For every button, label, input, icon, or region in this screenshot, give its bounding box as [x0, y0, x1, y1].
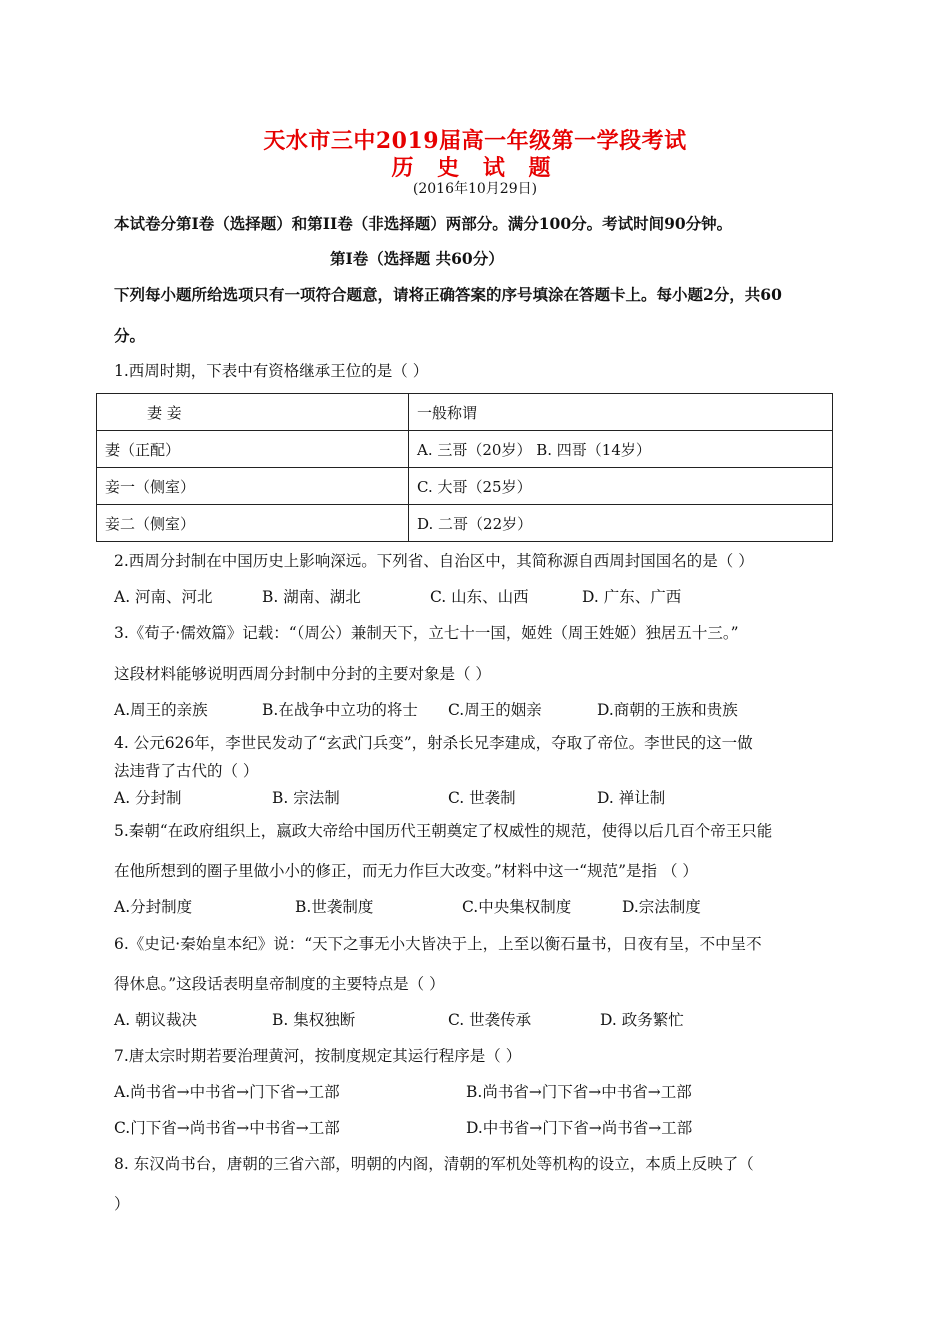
section-title: 第Ⅰ卷（选择题 共60分） [330, 249, 504, 268]
question-7-option-d: D.中书省→门下省→尚书省→工部 [466, 1119, 693, 1137]
table-row [97, 505, 833, 542]
table-cell: 妾一（侧室） [97, 468, 409, 505]
question-3-line-2: 这段材料能够说明西周分封制中分封的主要对象是（ ） [114, 665, 491, 683]
question-4-option-c: C. 世袭制 [448, 789, 516, 807]
question-1-stem: 1.西周时期，下表中有资格继承王位的是（ ） [114, 362, 429, 380]
question-2-option-d: D. 广东、广西 [582, 588, 682, 606]
question-3-line-1: 3.《荀子·儒效篇》记载：“（周公）兼制天下，立七十一国，姬姓（周王姓姬）独居五十三。” [114, 624, 739, 642]
question-3-option-b: B.在战争中立功的将士 [262, 701, 418, 719]
question-3-option-c: C.周王的姻亲 [448, 701, 542, 719]
exam-date: (2016年10月29日) [412, 181, 538, 197]
question-3-option-d: D.商朝的王族和贵族 [597, 701, 738, 719]
question-7-option-b: B.尚书省→门下省→中书省→工部 [466, 1083, 692, 1101]
exam-title: 天水市三中2019届高一年级第一学段考试 [263, 128, 687, 154]
table-header-cell: 一般称谓 [409, 394, 833, 431]
table-cell: C. 大哥（25岁） [409, 468, 833, 505]
table-cell: 妾二（侧室） [97, 505, 409, 542]
question-5-line-2: 在他所想到的圈子里做小小的修正，而无力作巨大改变。”材料中这一“规范”是指 （ ） [114, 862, 698, 880]
table-cell: D. 二哥（22岁） [409, 505, 833, 542]
table-row [97, 431, 833, 468]
question-3-option-a: A.周王的亲族 [114, 701, 208, 719]
table-cell: A. 三哥（20岁） B. 四哥（14岁） [409, 431, 833, 468]
question-4-line-2: 法违背了古代的（ ） [114, 762, 259, 780]
table-header-row [97, 394, 833, 431]
question-6-option-a: A. 朝议裁决 [114, 1011, 198, 1029]
question-4-option-b: B. 宗法制 [272, 789, 340, 807]
table-header-cell: 妻 妾 [97, 394, 409, 431]
question-6-line-2: 得休息。”这段话表明皇帝制度的主要特点是（ ） [114, 975, 445, 993]
exam-subject: 历 史 试 题 [391, 155, 559, 181]
table-cell: 妻（正配） [97, 431, 409, 468]
exam-intro: 本试卷分第Ⅰ卷（选择题）和第II卷（非选择题）两部分。满分100分。考试时间90分钟。 [114, 214, 733, 233]
question-8-line-1: 8. 东汉尚书台，唐朝的三省六部，明朝的内阁，清朝的军机处等机构的设立，本质上反映了（ [114, 1155, 754, 1173]
instructions-line-1: 下列每小题所给选项只有一项符合题意，请将正确答案的序号填涂在答题卡上。每小题2分，共60 [114, 285, 782, 304]
question-5-option-b: B.世袭制度 [295, 898, 374, 916]
question-4-line-1: 4. 公元626年，李世民发动了“玄武门兵变”，射杀长兄李建成，夺取了帝位。李世民的这一做 [114, 734, 753, 752]
question-5-option-a: A.分封制度 [114, 898, 193, 916]
question-5-option-d: D.宗法制度 [622, 898, 701, 916]
question-6-line-1: 6.《史记·秦始皇本纪》说：“天下之事无小大皆决于上，上至以衡石量书，日夜有呈，不中呈不 [114, 935, 762, 953]
question-6-option-d: D. 政务繁忙 [600, 1011, 684, 1029]
question-5-line-1: 5.秦朝“在政府组织上，嬴政大帝给中国历代王朝奠定了权威性的规范，使得以后几百个帝王只能 [114, 822, 773, 840]
question-4-option-a: A. 分封制 [114, 789, 182, 807]
question-6-option-c: C. 世袭传承 [448, 1011, 532, 1029]
instructions-line-2: 分。 [114, 326, 146, 345]
question-7-option-c: C.门下省→尚书省→中书省→工部 [114, 1119, 340, 1137]
question-1-table [96, 393, 833, 542]
question-7-option-a: A.尚书省→中书省→门下省→工部 [114, 1083, 340, 1101]
question-8-line-2: ） [114, 1195, 130, 1213]
question-4-option-d: D. 禅让制 [597, 789, 666, 807]
question-7-stem: 7.唐太宗时期若要治理黄河，按制度规定其运行程序是（ ） [114, 1047, 522, 1065]
question-2-option-a: A. 河南、河北 [114, 588, 213, 606]
question-6-option-b: B. 集权独断 [272, 1011, 356, 1029]
question-2-option-b: B. 湖南、湖北 [262, 588, 361, 606]
question-2-option-c: C. 山东、山西 [430, 588, 529, 606]
table-row [97, 468, 833, 505]
question-5-option-c: C.中央集权制度 [462, 898, 572, 916]
question-2-stem: 2.西周分封制在中国历史上影响深远。下列省、自治区中，其简称源自西周封国国名的是（ ） [114, 552, 754, 570]
